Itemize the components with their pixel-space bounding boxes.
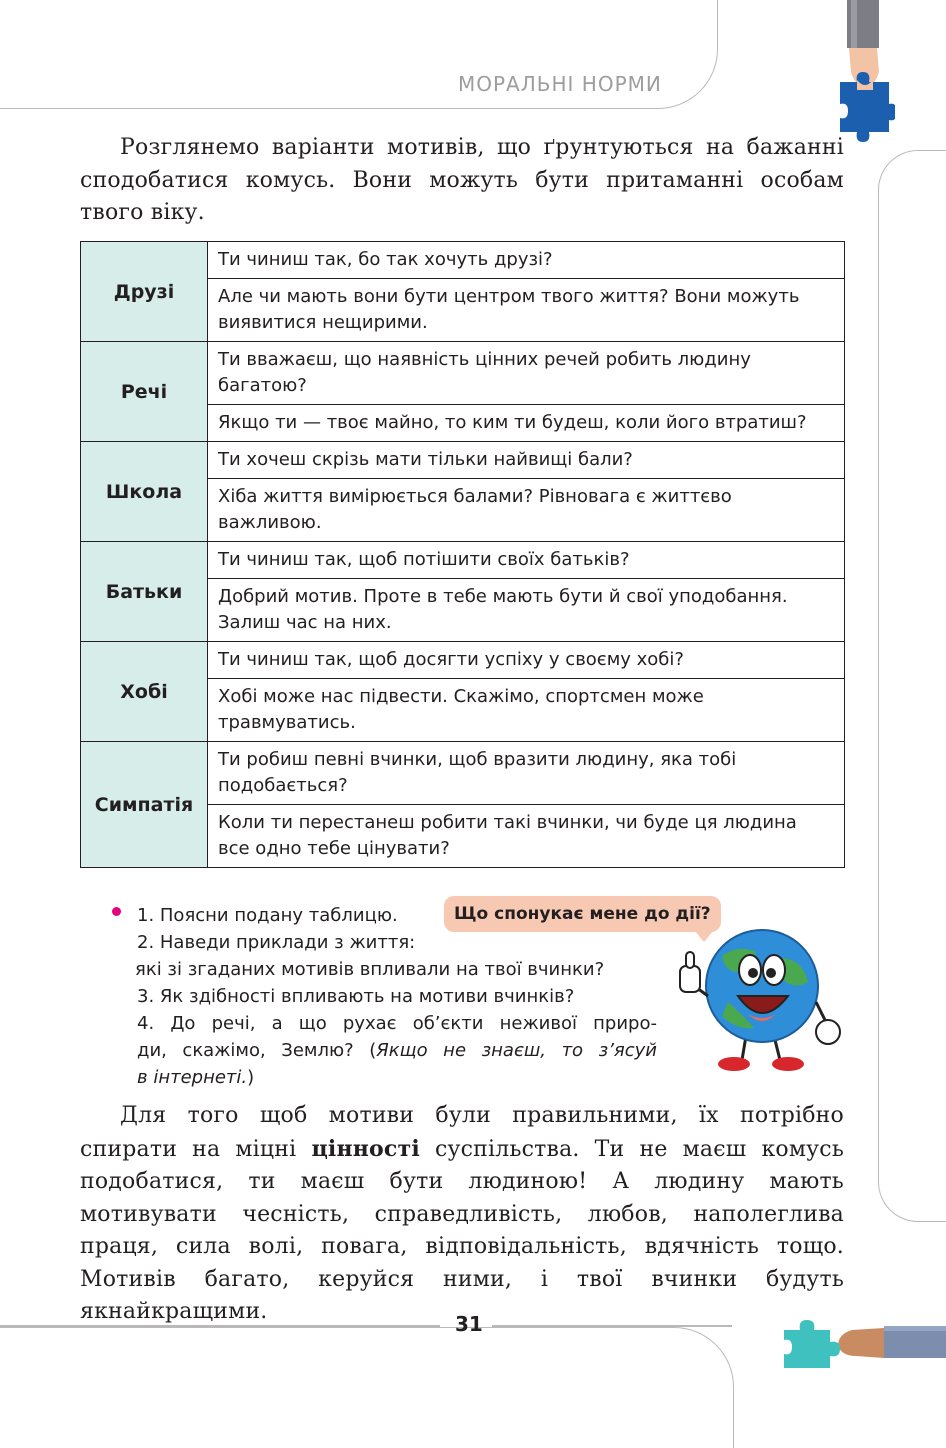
task-4: 4. До речі, а що рухає об’єкти неживої приро- bbox=[137, 1013, 657, 1034]
motive-category: Друзі bbox=[81, 242, 208, 342]
table-row bbox=[81, 742, 845, 805]
table-row bbox=[81, 542, 845, 579]
footer-rule-left bbox=[0, 1325, 440, 1327]
conclusion-paragraph: Для того щоб мотиви були правильними, їх потрібно спирати на міцні цінності суспільства. Ти не маєш комусь подобатися, ти маєш бути людиною! А людину мають мотивувати чесність, справедливість, любов, наполеглива праця, сила волі, повага, відповідальність, вдячність тощо. Мотивів багато, керуйся ними, і твої вчинки будуть якнайкращими. bbox=[80, 1103, 845, 1324]
task-1: 1. Поясни подану таблицю. bbox=[137, 905, 398, 926]
motive-question: Ти хочеш скрізь мати тільки найвищі бали? bbox=[208, 442, 845, 479]
page-frame-bottom bbox=[0, 1327, 734, 1448]
motive-comment: Хіба життя вимірюється балами? Рівновага є життєво важливою. bbox=[208, 479, 845, 542]
table-row bbox=[81, 642, 845, 679]
motive-question: Ти вважаєш, що наявність цінних речей робить людину багатою? bbox=[208, 342, 845, 405]
motive-question: Ти чиниш так, бо так хочуть друзі? bbox=[208, 242, 845, 279]
motive-comment: Добрий мотив. Проте в тебе мають бути й свої уподобання. Залиш час на них. bbox=[208, 579, 845, 642]
motive-category: Симпатія bbox=[81, 742, 208, 868]
motive-comment: Хобі може нас підвести. Скажімо, спортсмен може травмуватись. bbox=[208, 679, 845, 742]
motives-table bbox=[80, 241, 845, 868]
task-4-end: в інтернеті.) bbox=[137, 1067, 255, 1088]
table-row bbox=[81, 242, 845, 279]
hand-holding-teal-puzzle-icon bbox=[780, 1316, 946, 1370]
hand-holding-blue-puzzle-icon bbox=[835, 0, 895, 145]
section-title: МОРАЛЬНІ НОРМИ bbox=[458, 72, 662, 96]
table-row bbox=[81, 342, 845, 405]
motive-question: Ти чиниш так, щоб досягти успіху у своєму хобі? bbox=[208, 642, 845, 679]
intro-paragraph: Розглянемо варіанти мотивів, що ґрунтуються на бажанні сподобатися комусь. Вони можуть бути притаманні особам твого віку. bbox=[80, 135, 844, 225]
motive-comment: Коли ти перестанеш робити такі вчинки, чи буде ця людина все одно тебе цінувати? bbox=[208, 805, 845, 868]
task-2-continuation: які зі згаданих мотивів впливали на твої вчинки? bbox=[135, 959, 605, 980]
motive-category: Школа bbox=[81, 442, 208, 542]
motive-question: Ти чиниш так, щоб потішити своїх батьків? bbox=[208, 542, 845, 579]
motive-comment: Але чи мають вони бути центром твого життя? Вони можуть виявитися нещирими. bbox=[208, 279, 845, 342]
page-frame-right bbox=[878, 150, 946, 1222]
speech-bubble: Що спонукає мене до дії? bbox=[444, 896, 721, 932]
table-row bbox=[81, 442, 845, 479]
motive-question: Ти робиш певні вчинки, щоб вразити людину, яка тобі подобається? bbox=[208, 742, 845, 805]
values-term: цінності bbox=[311, 1135, 420, 1162]
task-4-continuation: ди, скажімо, Землю? (Якщо не знаєш, то з’ясуй bbox=[137, 1040, 657, 1061]
task-3: 3. Як здібності впливають на мотиви вчинків? bbox=[137, 986, 575, 1007]
motive-category: Хобі bbox=[81, 642, 208, 742]
task-2: 2. Наведи приклади з життя: bbox=[137, 932, 416, 953]
page-number: 31 bbox=[455, 1312, 483, 1336]
motive-category: Речі bbox=[81, 342, 208, 442]
motive-comment: Якщо ти — твоє майно, то ким ти будеш, коли його втратиш? bbox=[208, 405, 845, 442]
task-bullet bbox=[112, 907, 121, 916]
globe-mascot-thumbs-up-icon bbox=[676, 918, 842, 1078]
footer-rule-right bbox=[492, 1325, 732, 1327]
motive-category: Батьки bbox=[81, 542, 208, 642]
